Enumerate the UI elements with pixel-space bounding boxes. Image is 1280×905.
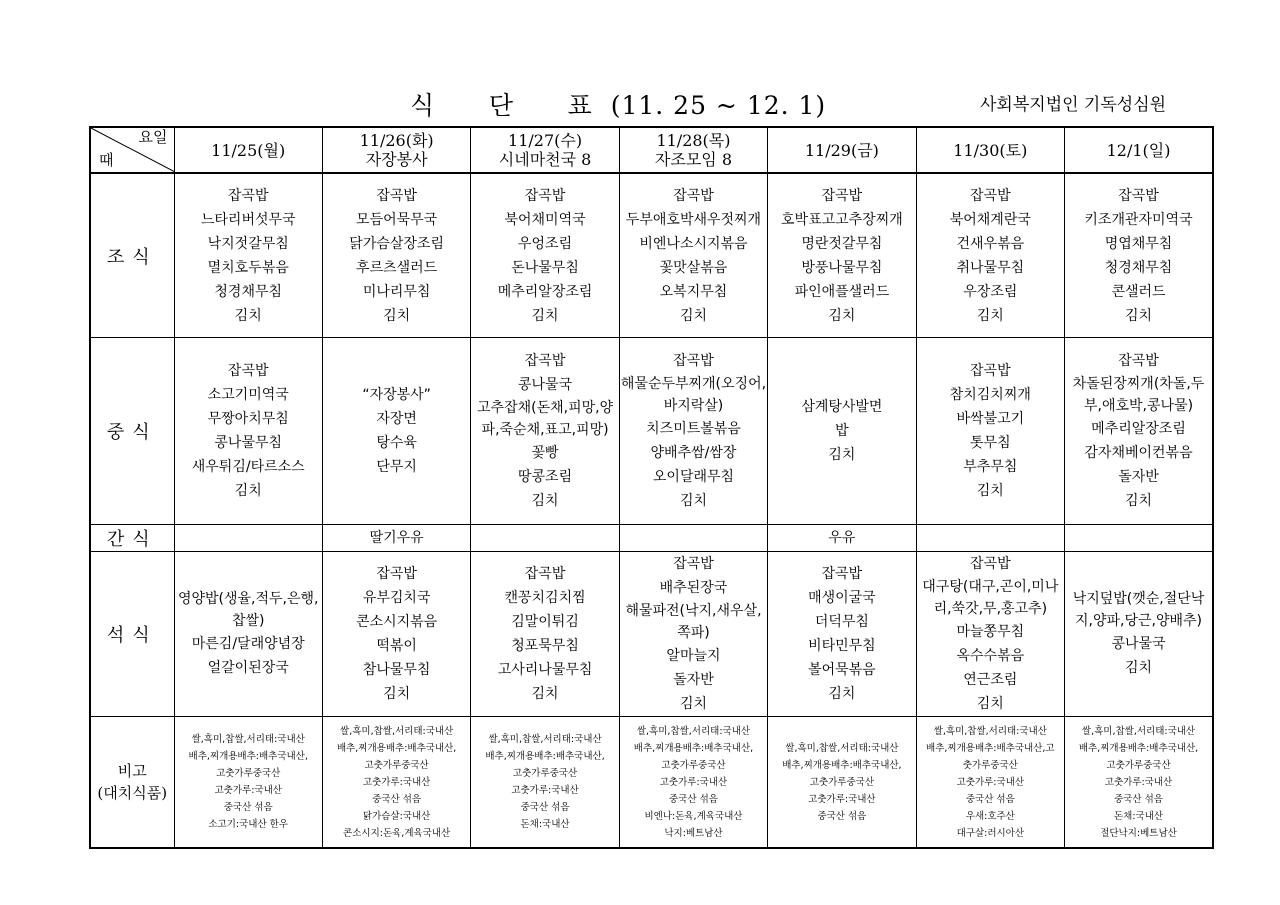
menu-item: 단무지 xyxy=(376,459,417,475)
snack-cell xyxy=(174,525,322,552)
origin-note-line: 배추,찌개용배추:배추국내산, xyxy=(336,742,457,754)
lunch-cell xyxy=(619,338,767,525)
menu-item: 메추리알장조림 xyxy=(1091,421,1186,437)
menu-item: 낙지젓갈무침 xyxy=(207,235,289,252)
dinner-row xyxy=(90,552,1213,717)
menu-item: 청경채무침 xyxy=(1104,259,1173,276)
menu-item: 얼갈이된장국 xyxy=(207,660,289,676)
menu-item: 김치 xyxy=(383,686,411,702)
menu-item: 자장면 xyxy=(376,411,417,427)
menu-item: 모듬어묵무국 xyxy=(356,211,438,228)
day-header xyxy=(619,127,767,173)
breakfast-cell xyxy=(322,173,470,338)
menu-item: 김치 xyxy=(976,483,1004,499)
menu-item: 김치 xyxy=(1124,660,1153,676)
menu-item: 김치 xyxy=(976,307,1004,324)
menu-item: 땅콩조림 xyxy=(518,469,573,485)
origin-note-line: 배추,찌개용배추:배추국내산, xyxy=(1078,742,1199,754)
menu-item: 잡곡밥 xyxy=(673,556,714,572)
origin-note-line: 닭가슴살:국내산 xyxy=(362,810,431,822)
menu-item: 고사리나물무침 xyxy=(497,662,593,678)
menu-item: 느타리버섯무국 xyxy=(200,211,296,228)
meal-label: 간식 xyxy=(90,525,174,552)
menu-item: 김치 xyxy=(828,307,856,324)
menu-item: 치즈미트볼볶음 xyxy=(646,421,741,437)
snack-cell: 딸기우유 xyxy=(322,525,470,552)
day-event: 자조모임 8 xyxy=(654,150,733,169)
origin-note-line: 돈채:국내산 xyxy=(520,819,570,830)
day-date: 11/27(수) xyxy=(508,131,583,150)
day-event: 자장봉사 xyxy=(365,150,428,169)
origin-note-line: 고춧가루:국내산 xyxy=(808,793,876,805)
lunch-cell xyxy=(916,338,1064,525)
menu-item: 유부김치국 xyxy=(362,590,431,606)
snack-cell xyxy=(471,525,619,552)
menu-item: 북어채미역국 xyxy=(504,211,586,228)
menu-item: 잡곡밥 xyxy=(524,566,566,582)
menu-item: 마늘쫑무침 xyxy=(956,624,1025,640)
weekday-label: 요일 xyxy=(138,128,168,146)
day-date: 11/30(토) xyxy=(953,140,1028,160)
menu-item: 감자채베이컨볶음 xyxy=(1084,445,1193,461)
dinner-cell xyxy=(471,552,619,717)
origin-note-line: 중국산 섞음 xyxy=(520,802,570,813)
origin-note-line: 중국산 섞음 xyxy=(223,802,273,813)
menu-item: 청경채무침 xyxy=(214,283,283,300)
organization-name: 사회복지법인 기독성심원 xyxy=(980,95,1167,115)
menu-item: 배추된장국 xyxy=(659,580,728,596)
origin-note-line: 배추,찌개용배추:배추국내산, xyxy=(782,759,902,771)
menu-item: 부추무침 xyxy=(963,459,1018,475)
lunch-cell xyxy=(768,338,916,525)
breakfast-cell xyxy=(174,173,322,338)
day-date: 11/25(월) xyxy=(211,140,286,160)
menu-item: 매생이굴국 xyxy=(808,590,876,606)
snack-cell: 우유 xyxy=(768,525,916,552)
menu-item: 방풍나물무침 xyxy=(801,259,883,276)
breakfast-row xyxy=(90,173,1213,338)
notes-label-line1: 비고 xyxy=(117,762,147,780)
dinner-cell xyxy=(1065,552,1213,717)
menu-item: 키조개관자미역국 xyxy=(1084,211,1193,228)
lunch-row xyxy=(90,338,1213,525)
menu-item: 참치김치찌개 xyxy=(949,387,1031,403)
menu-item: 삼계탕사발면 xyxy=(801,399,883,415)
menu-item: 고추잡채(돈채,피망,양파,죽순채,표고,피망) xyxy=(477,400,614,438)
origin-note-line: 중국산 섞음 xyxy=(1114,793,1163,805)
meal-label: 중식 xyxy=(90,338,174,525)
menu-item: 꽃맛살볶음 xyxy=(659,259,728,276)
origin-note-cell xyxy=(174,717,322,849)
day-header xyxy=(174,127,322,173)
origin-note-line: 고춧가루:국내산 xyxy=(362,776,431,788)
origin-note-line: 쌀,흑미,찹쌀,서리태:국내산 xyxy=(933,725,1047,737)
lunch-cell xyxy=(174,338,322,525)
origin-note-line: 중국산 섞음 xyxy=(372,793,422,805)
menu-item: 김치 xyxy=(679,493,707,509)
origin-note-line: 고춧가루:국내산 xyxy=(956,776,1025,788)
origin-note-line: 배추,찌개용배추:배추국내산,고 xyxy=(926,742,1055,754)
dinner-cell xyxy=(768,552,916,717)
menu-item: 오복지무침 xyxy=(659,283,728,300)
menu-item: 볼어묵볶음 xyxy=(808,662,876,678)
origin-note-line: 쌀,흑미,찹쌀,서리태:국내산 xyxy=(636,725,751,737)
origin-note-line: 쌀,흑미,찹쌀,서리태:국내산 xyxy=(785,742,899,754)
origin-note-line: 쌀,흑미,찹쌀,서리태:국내산 xyxy=(340,725,454,737)
menu-item: 비엔나소시지볶음 xyxy=(639,235,748,252)
meal-time-label: 때 xyxy=(99,151,114,169)
origin-note-line: 배추,찌개용배추:배추국내산, xyxy=(485,751,605,762)
menu-item: 연근조림 xyxy=(963,672,1018,688)
menu-item: 잡곡밥 xyxy=(821,187,863,204)
origin-note-line: 고춧가루:국내산 xyxy=(511,785,579,796)
origin-note-line: 고춧가루:국내산 xyxy=(214,785,282,796)
lunch-cell xyxy=(471,338,619,525)
menu-item: 톳무침 xyxy=(970,435,1011,451)
menu-item: 떡볶이 xyxy=(376,638,417,654)
menu-item: 잡곡밥 xyxy=(376,187,417,204)
menu-item: 꽃빵 xyxy=(531,445,559,461)
menu-item: 잡곡밥 xyxy=(970,363,1011,379)
menu-item: 콩나물국 xyxy=(518,377,573,393)
menu-item: 건새우볶음 xyxy=(956,235,1025,252)
day-header xyxy=(322,127,470,173)
menu-item: 청포묵무침 xyxy=(511,638,579,654)
menu-item: 잡곡밥 xyxy=(1118,353,1159,369)
menu-item: 미나리무침 xyxy=(362,283,431,300)
menu-item: 밥 xyxy=(835,423,849,439)
menu-item: 김치 xyxy=(531,686,559,702)
day-date: 11/29(금) xyxy=(804,140,879,160)
menu-item: 김치 xyxy=(1124,307,1153,324)
menu-item: 북어채계란국 xyxy=(949,211,1031,228)
menu-item: 마른김/달래양념장 xyxy=(191,636,305,652)
origin-note-line: 절단낙지:베트남산 xyxy=(1100,827,1177,839)
snack-cell xyxy=(916,525,1064,552)
menu-item: 호박표고고추장찌개 xyxy=(781,211,903,228)
origin-note-cell xyxy=(471,717,619,849)
day-header xyxy=(1065,127,1213,173)
origin-note-line: 낙지:베트남산 xyxy=(664,827,723,839)
page-title: 식 단 표 (11. 25 ~ 12. 1) xyxy=(410,91,827,120)
menu-item: 바싹불고기 xyxy=(956,411,1025,427)
menu-item: 콘샐러드 xyxy=(1111,283,1166,300)
origin-note-line: 쌀,흑미,찹쌀,서리태:국내산 xyxy=(488,734,602,745)
menu-item: 김치 xyxy=(679,307,707,324)
origin-note-line: 쌀,흑미,찹쌀,서리태:국내산 xyxy=(191,734,305,745)
menu-item: 무짱아치무침 xyxy=(207,411,289,427)
breakfast-cell xyxy=(768,173,916,338)
day-header-row xyxy=(90,127,1213,173)
notes-label-line2: (대치식품) xyxy=(97,784,168,802)
origin-note-line: 콘소시지:돈육,계육국내산 xyxy=(343,827,451,839)
menu-item: 잡곡밥 xyxy=(821,566,863,582)
menu-item: 취나물무침 xyxy=(956,259,1025,276)
dinner-cell xyxy=(916,552,1064,717)
menu-item: 차돌된장찌개(차돌,두부,애호박,콩나물) xyxy=(1072,376,1205,414)
menu-item: 영양밥(생율,적두,은행,찹쌀) xyxy=(177,591,319,629)
menu-item: 잡곡밥 xyxy=(524,353,566,369)
corner-cell xyxy=(90,127,174,173)
menu-item: 잡곡밥 xyxy=(376,566,417,582)
origin-note-line: 대구살:러시아산 xyxy=(956,827,1025,839)
day-header xyxy=(471,127,619,173)
menu-item: 더덕무침 xyxy=(814,614,869,630)
menu-item: 탕수육 xyxy=(376,435,417,451)
snack-cell xyxy=(619,525,767,552)
dinner-cell xyxy=(174,552,322,717)
menu-item: 파인애플샐러드 xyxy=(794,283,890,300)
menu-item: 명란젓갈무침 xyxy=(801,235,883,252)
origin-note-line: 비엔나:돈육,계육국내산 xyxy=(644,810,743,822)
origin-note-line: 배추,찌개용배추:배추국내산, xyxy=(188,751,308,762)
menu-item: 소고기미역국 xyxy=(207,387,289,403)
menu-item: 양배추쌈/쌈장 xyxy=(650,445,737,461)
menu-item: 돌자반 xyxy=(1118,469,1159,485)
meal-label: 석식 xyxy=(90,552,174,717)
breakfast-cell xyxy=(916,173,1064,338)
origin-note-line: 춧가루중국산 xyxy=(962,759,1018,771)
menu-item: 후르츠샐러드 xyxy=(356,259,438,276)
menu-item: 잡곡밥 xyxy=(673,353,714,369)
day-date: 11/26(화) xyxy=(359,131,434,150)
menu-item: 잡곡밥 xyxy=(970,187,1011,204)
origin-note-line: 우새:호주산 xyxy=(965,810,1015,822)
day-date: 12/1(일) xyxy=(1106,140,1171,160)
origin-note-line: 고춧가루중국산 xyxy=(661,759,726,771)
menu-item: 김치 xyxy=(1124,493,1153,509)
menu-item: 김치 xyxy=(383,307,411,324)
origin-note-line: 돈채:국내산 xyxy=(1113,810,1164,822)
breakfast-cell xyxy=(471,173,619,338)
menu-item: 메추리알장조림 xyxy=(497,283,593,300)
menu-item: 비타민무침 xyxy=(808,638,876,654)
origin-note-cell xyxy=(322,717,470,849)
snack-cell xyxy=(1065,525,1213,552)
origin-note-cell xyxy=(768,717,916,849)
day-event: 시네마천국 8 xyxy=(498,150,592,169)
dinner-cell xyxy=(322,552,470,717)
menu-item: 두부애호박새우젓찌개 xyxy=(625,211,762,228)
menu-item: 돌자반 xyxy=(673,672,714,688)
snack-row xyxy=(90,525,1213,552)
menu-item: 우엉조림 xyxy=(518,235,573,252)
notes-row xyxy=(90,717,1213,849)
menu-item: 돈나물무침 xyxy=(511,259,579,276)
menu-item: 콩나물국 xyxy=(1111,636,1166,652)
menu-item: 캔꽁치김치찜 xyxy=(504,590,586,606)
menu-item: 낙지덮밥(깻순,절단낙지,양파,당근,양배추) xyxy=(1072,591,1205,629)
origin-note-line: 고춧가루중국산 xyxy=(216,768,281,779)
meal-label: 조식 xyxy=(90,173,174,338)
menu-item: 잡곡밥 xyxy=(227,363,269,379)
menu-item: 김치 xyxy=(679,696,707,712)
origin-note-cell xyxy=(916,717,1064,849)
origin-note-line: 쌀,흑미,찹쌀,서리태:국내산 xyxy=(1081,725,1196,737)
origin-note-line: 배추,찌개용배추:배추국내산, xyxy=(633,742,754,754)
origin-note-cell xyxy=(619,717,767,849)
menu-item: 참나물무침 xyxy=(362,662,431,678)
day-header xyxy=(916,127,1064,173)
day-header xyxy=(768,127,916,173)
menu-item: 김치 xyxy=(234,307,262,324)
menu-item: 우장조림 xyxy=(963,283,1018,300)
menu-item: 명엽채무침 xyxy=(1104,235,1173,252)
menu-item: 김치 xyxy=(531,307,559,324)
menu-item: 닭가슴살장조림 xyxy=(349,235,444,252)
menu-item: 김치 xyxy=(234,483,262,499)
notes-label xyxy=(90,717,174,849)
menu-item: 잡곡밥 xyxy=(970,556,1011,572)
menu-item: 잡곡밥 xyxy=(673,187,714,204)
origin-note-cell xyxy=(1065,717,1213,849)
breakfast-cell xyxy=(619,173,767,338)
menu-item: 잡곡밥 xyxy=(524,187,566,204)
breakfast-cell xyxy=(1065,173,1213,338)
origin-note-line: 고춧가루:국내산 xyxy=(659,776,728,788)
menu-item: 옥수수볶음 xyxy=(956,648,1025,664)
origin-note-line: 고춧가루중국산 xyxy=(512,768,578,779)
lunch-cell xyxy=(1065,338,1213,525)
origin-note-line: 중국산 섞음 xyxy=(965,793,1015,805)
dinner-cell xyxy=(619,552,767,717)
menu-item: 해물순두부찌개(오징어,바지락살) xyxy=(620,376,767,414)
meal-plan-table xyxy=(89,126,1214,849)
menu-item: 오이달래무침 xyxy=(652,469,735,485)
menu-item: 잡곡밥 xyxy=(1118,187,1159,204)
menu-item: “자장봉사” xyxy=(362,387,431,403)
origin-note-line: 중국산 섞음 xyxy=(817,810,867,822)
day-date: 11/28(목) xyxy=(656,131,731,150)
origin-note-line: 중국산 섞음 xyxy=(669,793,718,805)
menu-item: 콘소시지볶음 xyxy=(356,614,438,630)
menu-item: 콩나물무침 xyxy=(214,435,283,451)
menu-item: 멸치호두볶음 xyxy=(207,259,289,276)
origin-note-line: 고춧가루:국내산 xyxy=(1104,776,1173,788)
menu-item: 김치 xyxy=(828,686,856,702)
origin-note-line: 고춧가루중국산 xyxy=(809,776,875,788)
origin-note-line: 소고기:국내산 한우 xyxy=(208,819,289,830)
menu-item: 새우튀김/타르소스 xyxy=(191,459,305,475)
menu-item: 김치 xyxy=(531,493,559,509)
menu-item: 김치 xyxy=(976,696,1004,712)
menu-item: 알마늘지 xyxy=(666,648,721,664)
menu-item: 김치 xyxy=(828,447,856,463)
lunch-cell xyxy=(322,338,470,525)
menu-item: 잡곡밥 xyxy=(227,187,269,204)
menu-item: 해물파전(낙지,새우살,쪽파) xyxy=(625,603,762,641)
menu-item: 김말이튀김 xyxy=(511,614,579,630)
menu-item: 대구탕(대구,곤이,미나리,쑥갓,무,홍고추) xyxy=(922,579,1059,617)
origin-note-line: 고춧가루중국산 xyxy=(364,759,429,771)
origin-note-line: 고춧가루중국산 xyxy=(1106,759,1171,771)
